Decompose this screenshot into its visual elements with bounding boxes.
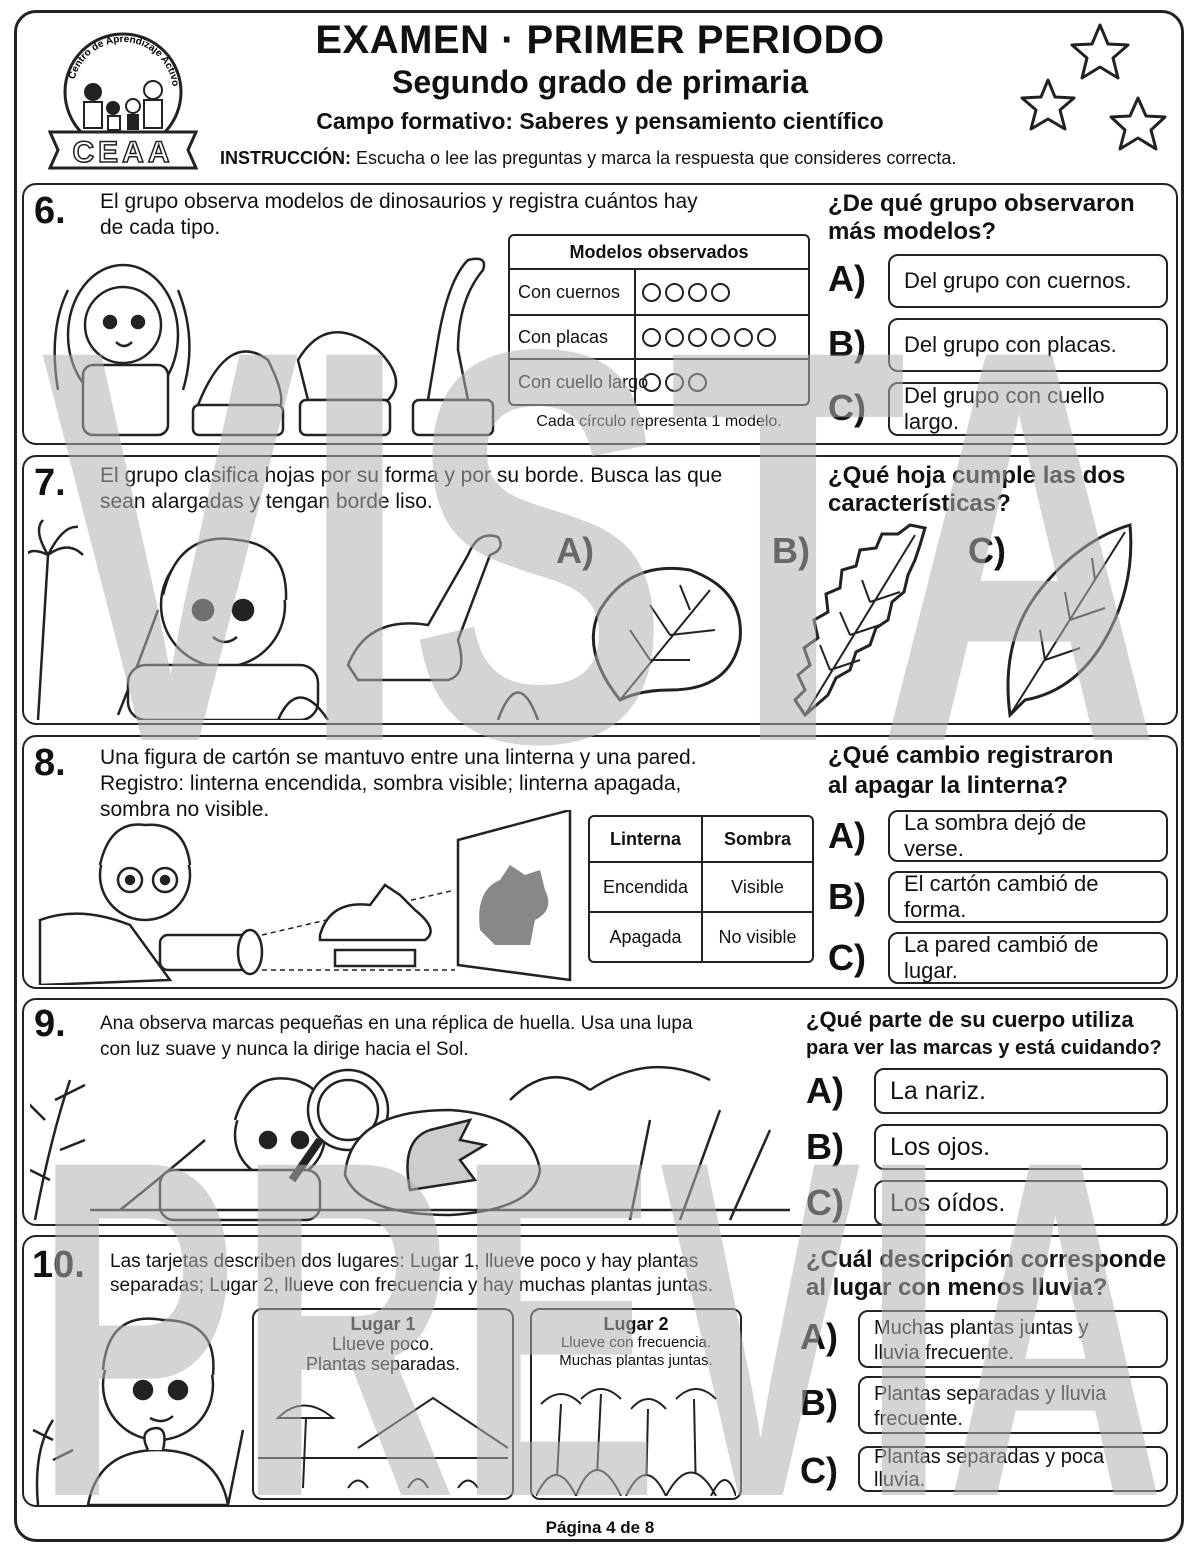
question-7-text-line2: sean alargadas y tengan borde liso. [100,490,433,513]
card-1-line1: Llueve poco. [331,1334,435,1354]
tally-circle-icon [688,328,707,347]
instruction-label: INSTRUCCIÓN: [220,148,351,168]
q9-option-c[interactable]: Los oídos. [874,1180,1168,1226]
question-8-ask-line1: ¿Qué cambio registraron [828,742,1114,769]
q9-option-c-letter: C) [806,1182,844,1223]
tally-circle-icon [711,283,730,302]
q8-option-a[interactable]: La sombra dejó de verse. [888,810,1168,862]
q8-option-c[interactable]: La pared cambió de lugar. [888,932,1168,984]
leaf-c-elongated-icon[interactable] [1000,520,1140,720]
leaf-a-round-icon[interactable] [580,560,750,720]
q10-option-c-letter: C) [800,1450,838,1491]
q9-option-b[interactable]: Los ojos. [874,1124,1168,1170]
instruction [220,148,1120,169]
tally-circle-icon [642,283,661,302]
question-9-text-line1: Ana observa marcas pequeñas en una réplica de huella. Usa una lupa [100,1013,693,1034]
tally-circle-icon [757,328,776,347]
models-table-title: Modelos observados [510,236,808,270]
row-circles-cuello-largo [642,360,711,404]
row-label-placas: Con placas [518,326,609,347]
q10-option-b-letter: B) [800,1382,838,1423]
q10-option-a-line2: lluvia frecuente. [874,1342,1015,1364]
question-8-number: 8. [34,742,66,784]
svg-text:Centro de Aprendizaje Activo: Centro de Aprendizaje Activo [66,33,181,88]
question-10-ask-line1: ¿Cuál descripción corresponde [806,1246,1167,1273]
magnifier-footprint-illustration [30,1060,790,1222]
tally-circle-icon [642,373,661,392]
question-8-ask-line2: al apagar la linterna? [828,772,1069,799]
jungle-landscape-illustration [536,1374,736,1496]
q6-option-a-letter: A) [828,258,866,299]
tally-circle-icon [711,328,730,347]
row-label-cuello-largo: Con cuello largo [518,371,649,392]
tally-circle-icon [665,328,684,347]
leaf-b-serrated-icon[interactable] [790,520,930,720]
girl-dinosaur-illustration [28,515,548,720]
models-table [508,234,810,406]
card-lugar-2 [530,1308,742,1500]
tally-circle-icon [688,373,707,392]
q10-option-a-letter: A) [800,1316,838,1357]
tally-circle-icon [665,373,684,392]
q10-option-b[interactable] [858,1376,1168,1434]
question-8-text-line3: sombra no visible. [100,798,270,821]
tally-circle-icon [665,283,684,302]
tally-circle-icon [734,328,753,347]
question-6-number: 6. [34,190,66,232]
table-header-sombra: Sombra [723,828,792,849]
watermark-word-1: VISTA [40,233,1160,859]
thinking-boy-illustration [28,1300,248,1505]
card-1-title: Lugar 1 [350,1314,416,1334]
models-table-note: Cada círculo representa 1 modelo. [536,413,782,430]
question-10-text-line2: separadas; Lugar 2, llueve con frecuencia y hay muchas plantas juntas. [110,1275,714,1296]
stars-decoration [1010,20,1180,165]
tally-circle-icon [688,283,707,302]
exam-subtitle: Segundo grado de primaria [391,64,809,100]
dinosaur-models-illustration [28,240,508,440]
flashlight-table [588,815,814,963]
question-10-number: 10. [32,1244,85,1286]
q10-option-b-line2: frecuente. [874,1408,963,1430]
question-6-text-line2: de cada tipo. [100,216,221,239]
question-7-ask-line1: ¿Qué hoja cumple las dos [828,462,1126,489]
q10-option-c[interactable]: Plantas separadas y poca lluvia. [858,1446,1168,1492]
page-number: Página 4 de 8 [545,1518,655,1537]
q8-option-c-letter: C) [828,937,866,978]
q10-option-a-line1: Muchas plantas juntas y [874,1317,1089,1339]
card-2-line2: Muchas plantas juntas. [559,1352,713,1369]
q8-option-b-letter: B) [828,876,866,917]
q8-option-b[interactable]: El cartón cambió de forma. [888,871,1168,923]
question-9-text-line2: con luz suave y nunca la dirige hacia el Sol. [100,1039,469,1060]
question-6-ask-line2: más modelos? [828,218,997,245]
flashlight-shadow-illustration [30,810,580,985]
question-10-text-line1: Las tarjetas describen dos lugares: Lugar 1, llueve poco y hay plantas [110,1251,699,1272]
table-cell-no-visible: No visible [718,926,797,947]
row-circles-cuernos [642,270,734,314]
question-8-text-line2: Registro: linterna encendida, sombra visible; linterna apagada, [100,772,682,795]
q6-option-a[interactable]: Del grupo con cuernos. [888,254,1168,308]
star-icon [1022,80,1074,129]
row-label-cuernos: Con cuernos [518,281,621,302]
watermark-word-2: PREVIA [35,1060,1165,1553]
table-cell-encendida: Encendida [602,876,689,897]
instruction-text: Escucha o lee las preguntas y marca la respuesta que consideres correcta. [356,148,957,168]
question-10-ask-line2: al lugar con menos lluvia? [806,1274,1108,1301]
row-circles-placas [642,316,780,358]
card-lugar-1 [252,1308,514,1500]
question-6-text-line1: El grupo observa modelos de dinosaurios y registra cuántos hay [100,190,698,213]
q9-option-a-letter: A) [806,1070,844,1111]
card-2-title: Lugar 2 [603,1314,669,1334]
question-7-number: 7. [34,462,66,504]
question-7-ask-line2: características? [828,490,1011,517]
star-icon [1072,25,1128,78]
q6-option-b-letter: B) [828,323,866,364]
svg-text:CEAA: CEAA [72,136,174,169]
question-7-text-line1: El grupo clasifica hojas por su forma y por su borde. Busca las que [100,464,723,487]
table-header-linterna: Linterna [609,828,681,849]
leaf-c-label: C) [968,530,1006,571]
dry-landscape-illustration [258,1378,508,1496]
question-9-ask-line1: ¿Qué parte de su cuerpo utiliza [806,1007,1134,1032]
exam-title: EXAMEN · PRIMER PERIODO [315,18,885,62]
q10-option-a[interactable] [858,1310,1168,1368]
q10-option-b-line1: Plantas separadas y lluvia [874,1383,1107,1405]
q6-option-c[interactable]: Del grupo con cuello largo. [888,382,1168,436]
campo-formativo: Campo formativo: Saberes y pensamiento científico [316,108,884,134]
table-cell-apagada: Apagada [609,926,682,947]
table-cell-visible: Visible [731,876,784,897]
q6-option-b[interactable]: Del grupo con placas. [888,318,1168,372]
leaf-a-label: A) [556,530,594,571]
star-icon [1111,98,1165,149]
q9-option-b-letter: B) [806,1126,844,1167]
q8-option-a-letter: A) [828,815,866,856]
card-2-line1: Llueve con frecuencia. [560,1334,712,1351]
q9-option-a[interactable]: La nariz. [874,1068,1168,1114]
leaf-b-label: B) [772,530,810,571]
ceaa-logo [48,30,198,170]
question-9-number: 9. [34,1003,66,1045]
question-9-ask-line2: para ver las marcas y está cuidando? [806,1037,1162,1059]
question-8-text-line1: Una figura de cartón se mantuvo entre una linterna y una pared. [100,746,697,769]
card-1-line2: Plantas separadas. [305,1354,461,1374]
tally-circle-icon [642,328,661,347]
q6-option-c-letter: C) [828,387,866,428]
question-6-ask-line1: ¿De qué grupo observaron [828,190,1135,217]
